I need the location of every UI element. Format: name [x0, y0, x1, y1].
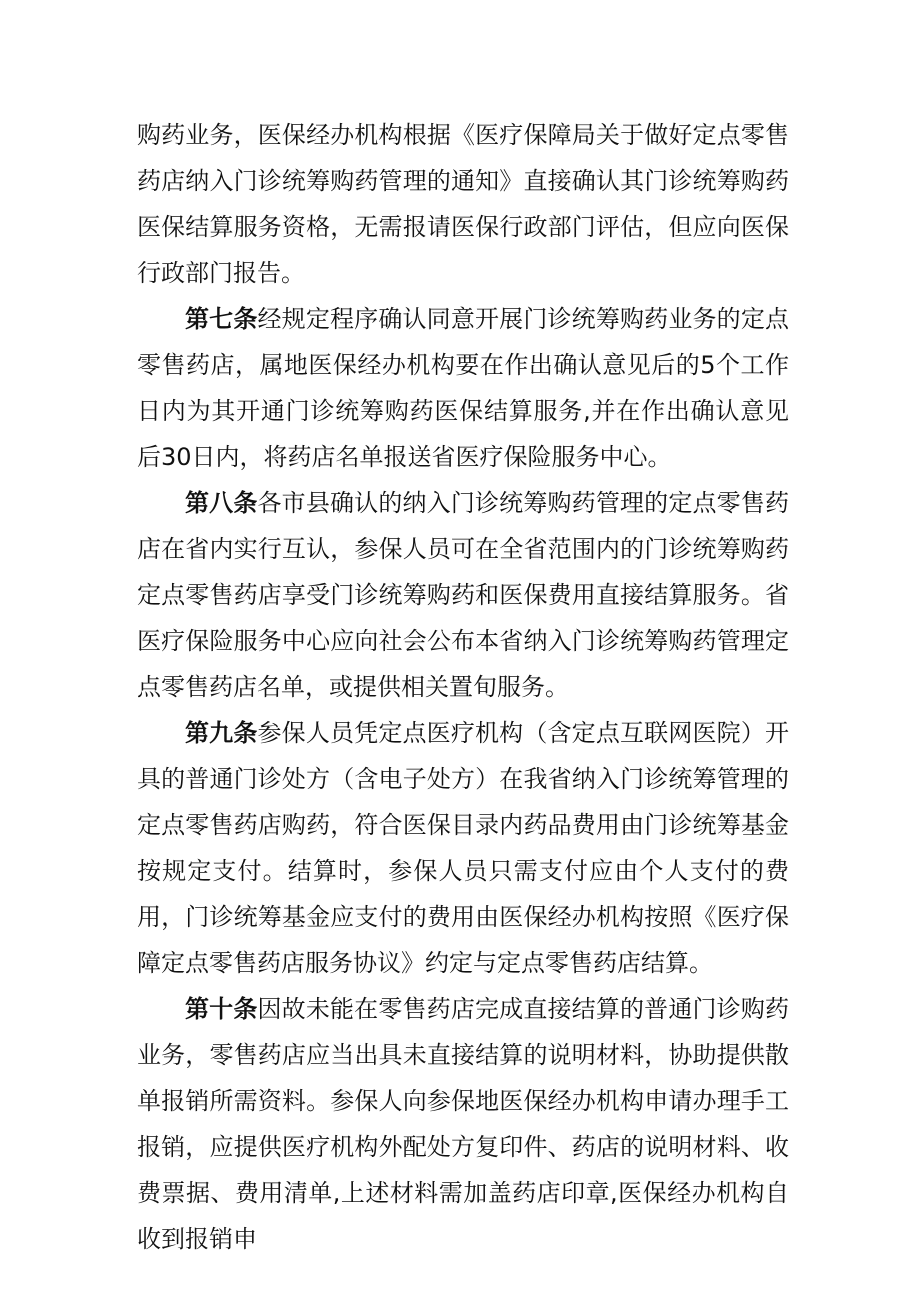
article-label: 第九条 — [185, 719, 258, 747]
document-body — [137, 112, 789, 1262]
article-text: 各市县确认的纳入门诊统筹购药管理的定点零售药店在省内实行互认，参保人员可在全省范围内的门诊统筹购药定点零售药店享受门诊统筹购药和医保费用直接结算服务。省医疗保险服务中心应向社会公布本省纳入门诊统筹购药管理定点零售药店名单，或提供相关置旬服务。 — [137, 489, 789, 701]
article-text: 因故未能在零售药店完成直接结算的普通门诊购药业务，零售药店应当出具未直接结算的说明材料，协助提供散单报销所需资料。参保人向参保地医保经办机构申请办理手工报销，应提供医疗机构外配处方复印件、药店的说明材料、收费票据、费用清单,上述材料需加盖药店印章,医保经办机构自收到报销申 — [137, 995, 789, 1253]
article-text: 经规定程序确认同意开展门诊统筹购药业务的定点零售药店，属地医保经办机构要在作出确认意见后的5个工作日内为其开通门诊统筹购药医保结算服务,并在作出确认意见后30日内，将药店名单报送省医疗保险服务中心。 — [137, 305, 789, 471]
paragraph-continuation — [137, 112, 789, 296]
article-10 — [137, 986, 789, 1262]
paragraph-text: 购药业务，医保经办机构根据《医疗保障局关于做好定点零售药店纳入门诊统筹购药管理的通知》直接确认其门诊统筹购药医保结算服务资格，无需报请医保行政部门评估，但应向医保行政部门报告。 — [137, 121, 789, 287]
article-8 — [137, 480, 789, 710]
article-text: 参保人员凭定点医疗机构（含定点互联网医院）开具的普通门诊处方（含电子处方）在我省纳入门诊统筹管理的定点零售药店购药，符合医保目录内药品费用由门诊统筹基金按规定支付。结算时，参保人员只需支付应由个人支付的费用，门诊统筹基金应支付的费用由医保经办机构按照《医疗保障定点零售药店服务协议》约定与定点零售药店结算。 — [137, 719, 789, 977]
article-label: 第八条 — [185, 489, 258, 517]
article-label: 第十条 — [185, 995, 258, 1023]
article-label: 第七条 — [185, 305, 258, 333]
article-9 — [137, 710, 789, 986]
article-7 — [137, 296, 789, 480]
